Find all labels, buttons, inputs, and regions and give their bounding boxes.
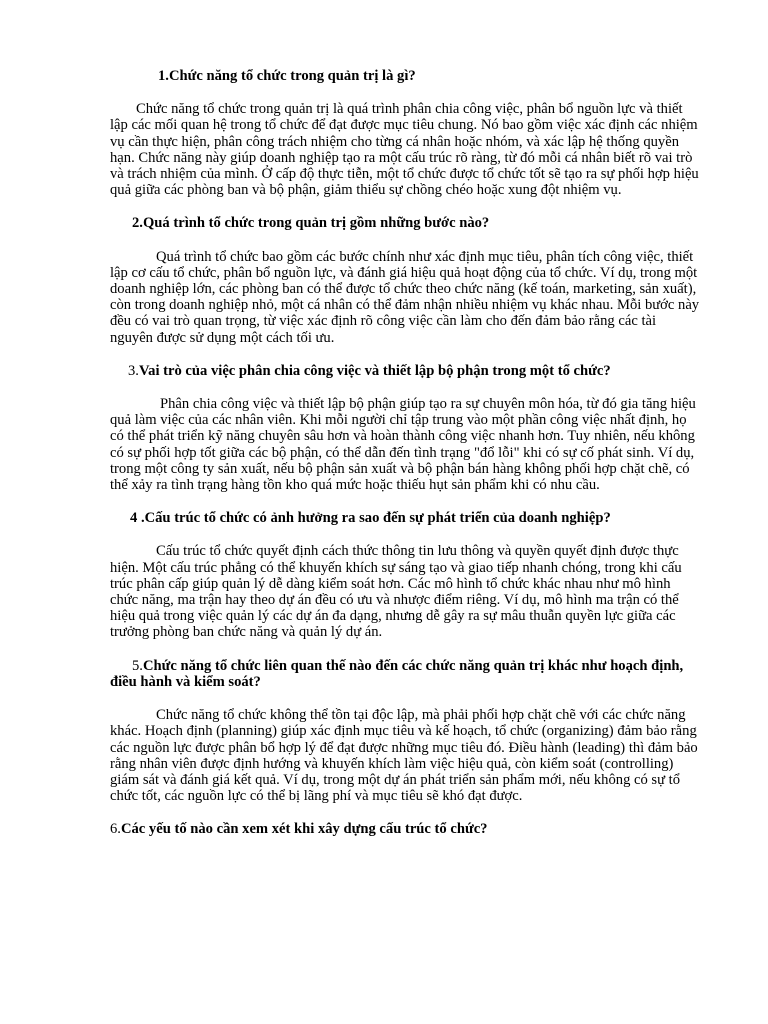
question-text: Cấu trúc tổ chức có ảnh hưởng ra sao đến sự phát triển của doanh nghiệp? (144, 510, 611, 527)
question-text: Vai trò của việc phân chia công việc và thiết lập bộ phận trong một tổ chức? (138, 362, 611, 379)
section-1 (110, 68, 702, 198)
question-number: 4 . (130, 510, 145, 527)
question-heading (110, 821, 702, 837)
answer-paragraph: Chức năng tổ chức không thể tồn tại độc lập, mà phải phối hợp chặt chẽ với các chức năng khác. Hoạch định (planning) giúp xác định mục tiêu và kế hoạch, tổ chức (organizing) đảm bảo rằng các nguồn lực được phân bổ hợp lý để đạt được những mục tiêu đó. Điều hành (leading) thì đảm bảo rằng nhân viên được định hướng và khuyến khích làm việc hiệu quả, còn kiểm soát (controlling) giám sát và đánh giá kết quả. Ví dụ, trong một dự án phát triển sản phẩm mới, nếu không có sự tổ chức tốt, các nguồn lực có thể bị lãng phí và mục tiêu sẽ khó đạt được. (110, 707, 698, 805)
answer-paragraph: Chức năng tổ chức trong quản trị là quá trình phân chia công việc, phân bổ nguồn lực và thiết lập các mối quan hệ trong tổ chức để đạt được mục tiêu chung. Nó bao gồm việc xác định các nhiệm vụ cần thực hiện, phân công trách nhiệm cho từng cá nhân hoặc nhóm, và xác lập hệ thống quyền hạn. Chức năng này giúp doanh nghiệp tạo ra một cấu trúc rõ ràng, từ đó mỗi cá nhân biết rõ vai trò và trách nhiệm của mình. Ở cấp độ thực tiễn, một tổ chức được tổ chức tốt sẽ tạo ra sự phối hợp hiệu quả giữa các phòng ban và bộ phận, giảm thiểu sự chồng chéo hoặc xung đột nhiệm vụ. (110, 101, 699, 199)
question-number: 2. (132, 215, 143, 232)
answer-paragraph: Phân chia công việc và thiết lập bộ phận giúp tạo ra sự chuyên môn hóa, từ đó gia tăng hiệu quả làm việc của các nhân viên. Khi mỗi người chỉ tập trung vào một phần công việc nhất định, họ có thể phát triển kỹ năng chuyên sâu hơn và hoàn thành công việc nhanh hơn. Tuy nhiên, nếu không có sự phối hợp tốt giữa các bộ phận, có thể dẫn đến tình trạng "đổ lỗi" khi có sự cố phát sinh. Ví dụ, trong một công ty sản xuất, nếu bộ phận sản xuất và bộ phận bán hàng không phối hợp chặt chẽ, có thể xảy ra tình trạng hàng tồn kho quá mức hoặc thiếu hụt sản phẩm khi có nhu cầu. (110, 396, 696, 494)
question-text: Các yếu tố nào cần xem xét khi xây dựng cấu trúc tổ chức? (120, 821, 488, 838)
section-4 (110, 510, 702, 640)
question-text: Quá trình tổ chức trong quản trị gồm những bước nào? (142, 215, 490, 232)
question-heading (110, 215, 702, 231)
answer-paragraph: Cấu trúc tổ chức quyết định cách thức thông tin lưu thông và quyền quyết định được thực hiện. Một cấu trúc phẳng có thể khuyến khích sự sáng tạo và giao tiếp nhanh chóng, trong khi cấu trúc phân cấp giúp quản lý dễ dàng kiểm soát hơn. Các mô hình tổ chức khác nhau như mô hình chức năng, ma trận hay theo dự án đều có ưu và nhược điểm riêng. Ví dụ, mô hình ma trận có thể hiệu quả trong việc quản lý các dự án đa dạng, nhưng dễ gây ra sự mâu thuẫn quyền lực giữa các trưởng phòng ban chức năng và quản lý dự án. (110, 543, 682, 641)
question-heading (110, 510, 702, 526)
question-number: 6. (110, 821, 121, 838)
question-heading (110, 658, 702, 690)
section-2 (110, 215, 702, 345)
section-3 (110, 363, 702, 493)
question-number: 5. (132, 657, 143, 674)
document-body (110, 68, 702, 855)
question-text: Chức năng tổ chức liên quan thế nào đến các chức năng quản trị khác như hoạch định, điều hành và kiểm soát? (110, 657, 684, 690)
question-number: 3. (128, 362, 139, 379)
section-5 (110, 658, 702, 805)
question-heading (110, 363, 702, 379)
question-heading (110, 68, 702, 84)
answer-paragraph: Quá trình tổ chức bao gồm các bước chính như xác định mục tiêu, phân tích công việc, thiết lập cơ cấu tổ chức, phân bổ nguồn lực, và đánh giá hiệu quả hoạt động của tổ chức. Ví dụ, trong một doanh nghiệp lớn, các phòng ban có thể được tổ chức theo chức năng (kế toán, marketing, sản xuất), còn trong doanh nghiệp nhỏ, một cá nhân có thể đảm nhận nhiều nhiệm vụ khác nhau. Mỗi bước này đều có vai trò quan trọng, từ việc xác định rõ công việc cần làm cho đến đảm bảo rằng các tài nguyên được sử dụng một cách tối ưu. (110, 248, 700, 346)
question-number: 1. (158, 68, 169, 84)
section-6 (110, 821, 702, 837)
question-text: Chức năng tổ chức trong quản trị là gì? (168, 68, 416, 84)
